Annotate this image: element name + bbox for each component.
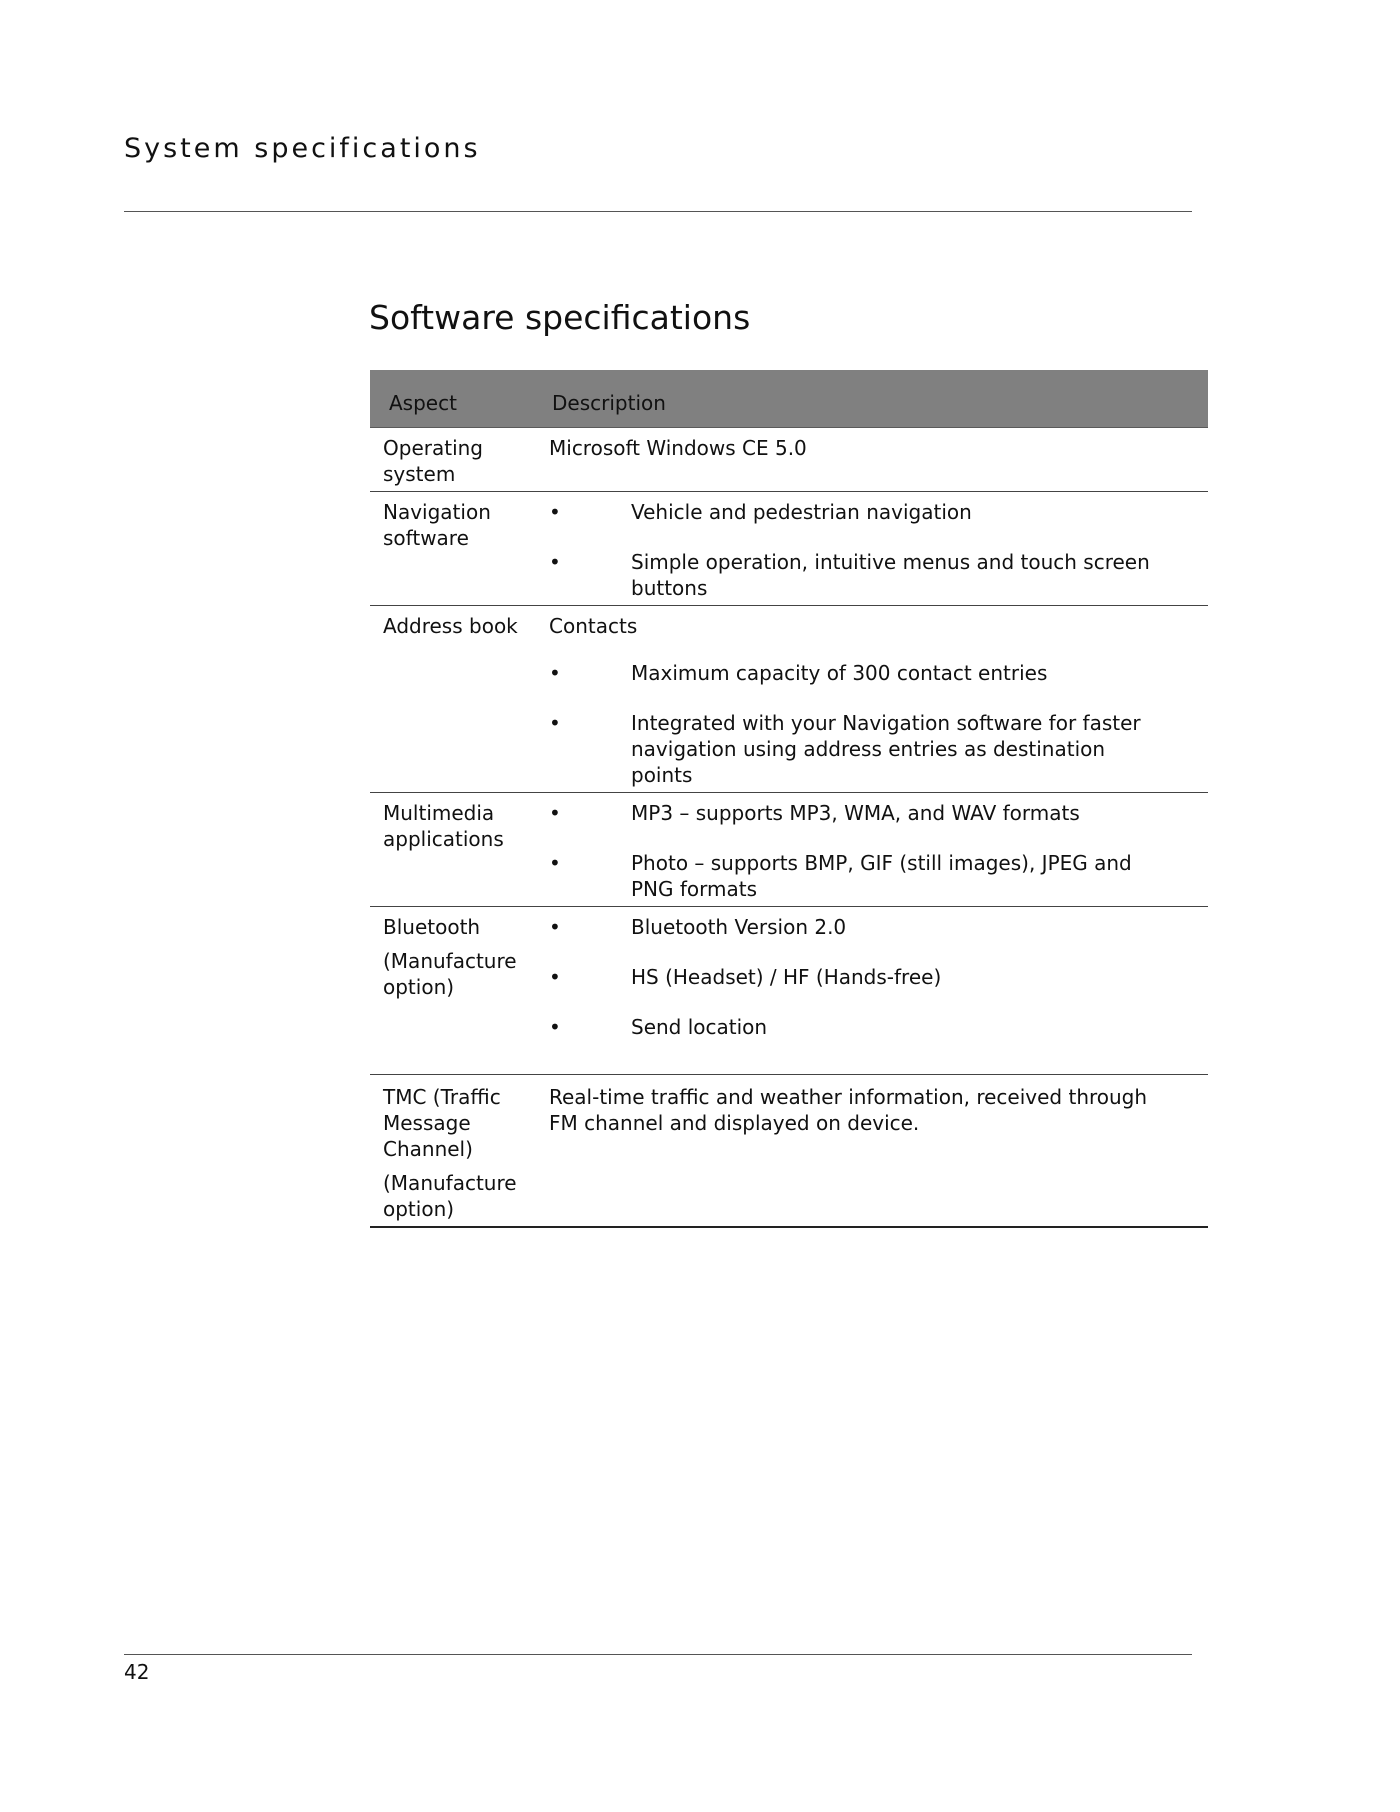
bullet-text: Integrated with your Navigation software for faster navigation using address entries as destination points — [631, 711, 1141, 787]
aspect-cell — [370, 492, 549, 606]
bullet-text: Photo – supports BMP, GIF (still images), JPEG and PNG formats — [631, 851, 1132, 901]
aspect-text: Bluetooth — [383, 915, 481, 939]
description-cell — [549, 907, 1208, 1075]
list-item — [549, 710, 1168, 788]
aspect-cell — [370, 793, 549, 907]
bullet-text: Send location — [631, 1015, 768, 1039]
aspect-cell — [370, 606, 549, 793]
description-text: Real-time traffic and weather information, received through FM channel and displayed on device. — [549, 1085, 1148, 1135]
description-cell — [549, 606, 1208, 793]
table-row — [370, 606, 1208, 793]
bullet-list — [549, 800, 1168, 902]
column-header-description: Description — [549, 370, 1208, 428]
bullet-text: MP3 – supports MP3, WMA, and WAV formats — [631, 801, 1080, 825]
footer-divider — [124, 1654, 1192, 1655]
bullet-icon: • — [549, 711, 561, 735]
bullet-text: Maximum capacity of 300 contact entries — [631, 661, 1048, 685]
description-cell — [549, 492, 1208, 606]
description-cell — [549, 428, 1208, 492]
bullet-text: Bluetooth Version 2.0 — [631, 915, 847, 939]
table-header-row — [370, 370, 1208, 428]
section-title: Software specifications — [369, 298, 751, 338]
table-row — [370, 793, 1208, 907]
bullet-icon: • — [549, 661, 561, 685]
aspect-cell — [370, 907, 549, 1075]
list-item — [549, 800, 1168, 826]
bullet-list — [549, 499, 1168, 601]
bullet-list — [549, 914, 1168, 1040]
aspect-text: TMC (Traffic Message Channel) — [383, 1085, 501, 1161]
bullet-text: HS (Headset) / HF (Hands-free) — [631, 965, 942, 989]
list-item — [549, 1014, 1168, 1040]
table-row — [370, 428, 1208, 492]
aspect-text: applications — [383, 827, 504, 851]
running-header: System specifications — [124, 133, 481, 164]
list-item — [549, 914, 1168, 940]
bullet-text: Vehicle and pedestrian navigation — [631, 500, 972, 524]
bullet-icon: • — [549, 1015, 561, 1039]
list-item — [549, 549, 1168, 601]
bullet-icon: • — [549, 965, 561, 989]
bullet-icon: • — [549, 500, 561, 524]
description-cell — [549, 793, 1208, 907]
aspect-text: Operating — [383, 436, 483, 460]
description-text: Contacts — [549, 614, 638, 638]
bullet-icon: • — [549, 801, 561, 825]
list-item — [549, 964, 1168, 990]
aspect-text: Address book — [383, 614, 518, 638]
table-row — [370, 492, 1208, 606]
aspect-note: (Manufacture option) — [383, 1171, 517, 1221]
software-specifications-table — [370, 370, 1208, 1228]
bullet-icon: • — [549, 851, 561, 875]
bullet-text: Simple operation, intuitive menus and touch screen buttons — [631, 550, 1150, 600]
bullet-icon: • — [549, 550, 561, 574]
header-divider — [124, 211, 1192, 212]
bullet-list — [549, 660, 1168, 788]
column-header-aspect: Aspect — [370, 370, 549, 428]
aspect-text: system — [383, 462, 456, 486]
aspect-cell — [370, 428, 549, 492]
description-text: Microsoft Windows CE 5.0 — [549, 436, 807, 460]
list-item — [549, 850, 1168, 902]
list-item — [549, 660, 1168, 686]
aspect-note: (Manufacture option) — [383, 949, 517, 999]
page-number: 42 — [124, 1660, 150, 1684]
table-row — [370, 907, 1208, 1075]
aspect-cell — [370, 1075, 549, 1228]
aspect-text: software — [383, 526, 469, 550]
aspect-text: Navigation — [383, 500, 491, 524]
list-item — [549, 499, 1168, 525]
aspect-text: Multimedia — [383, 801, 495, 825]
description-cell — [549, 1075, 1208, 1228]
table-row — [370, 1075, 1208, 1228]
bullet-icon: • — [549, 915, 561, 939]
